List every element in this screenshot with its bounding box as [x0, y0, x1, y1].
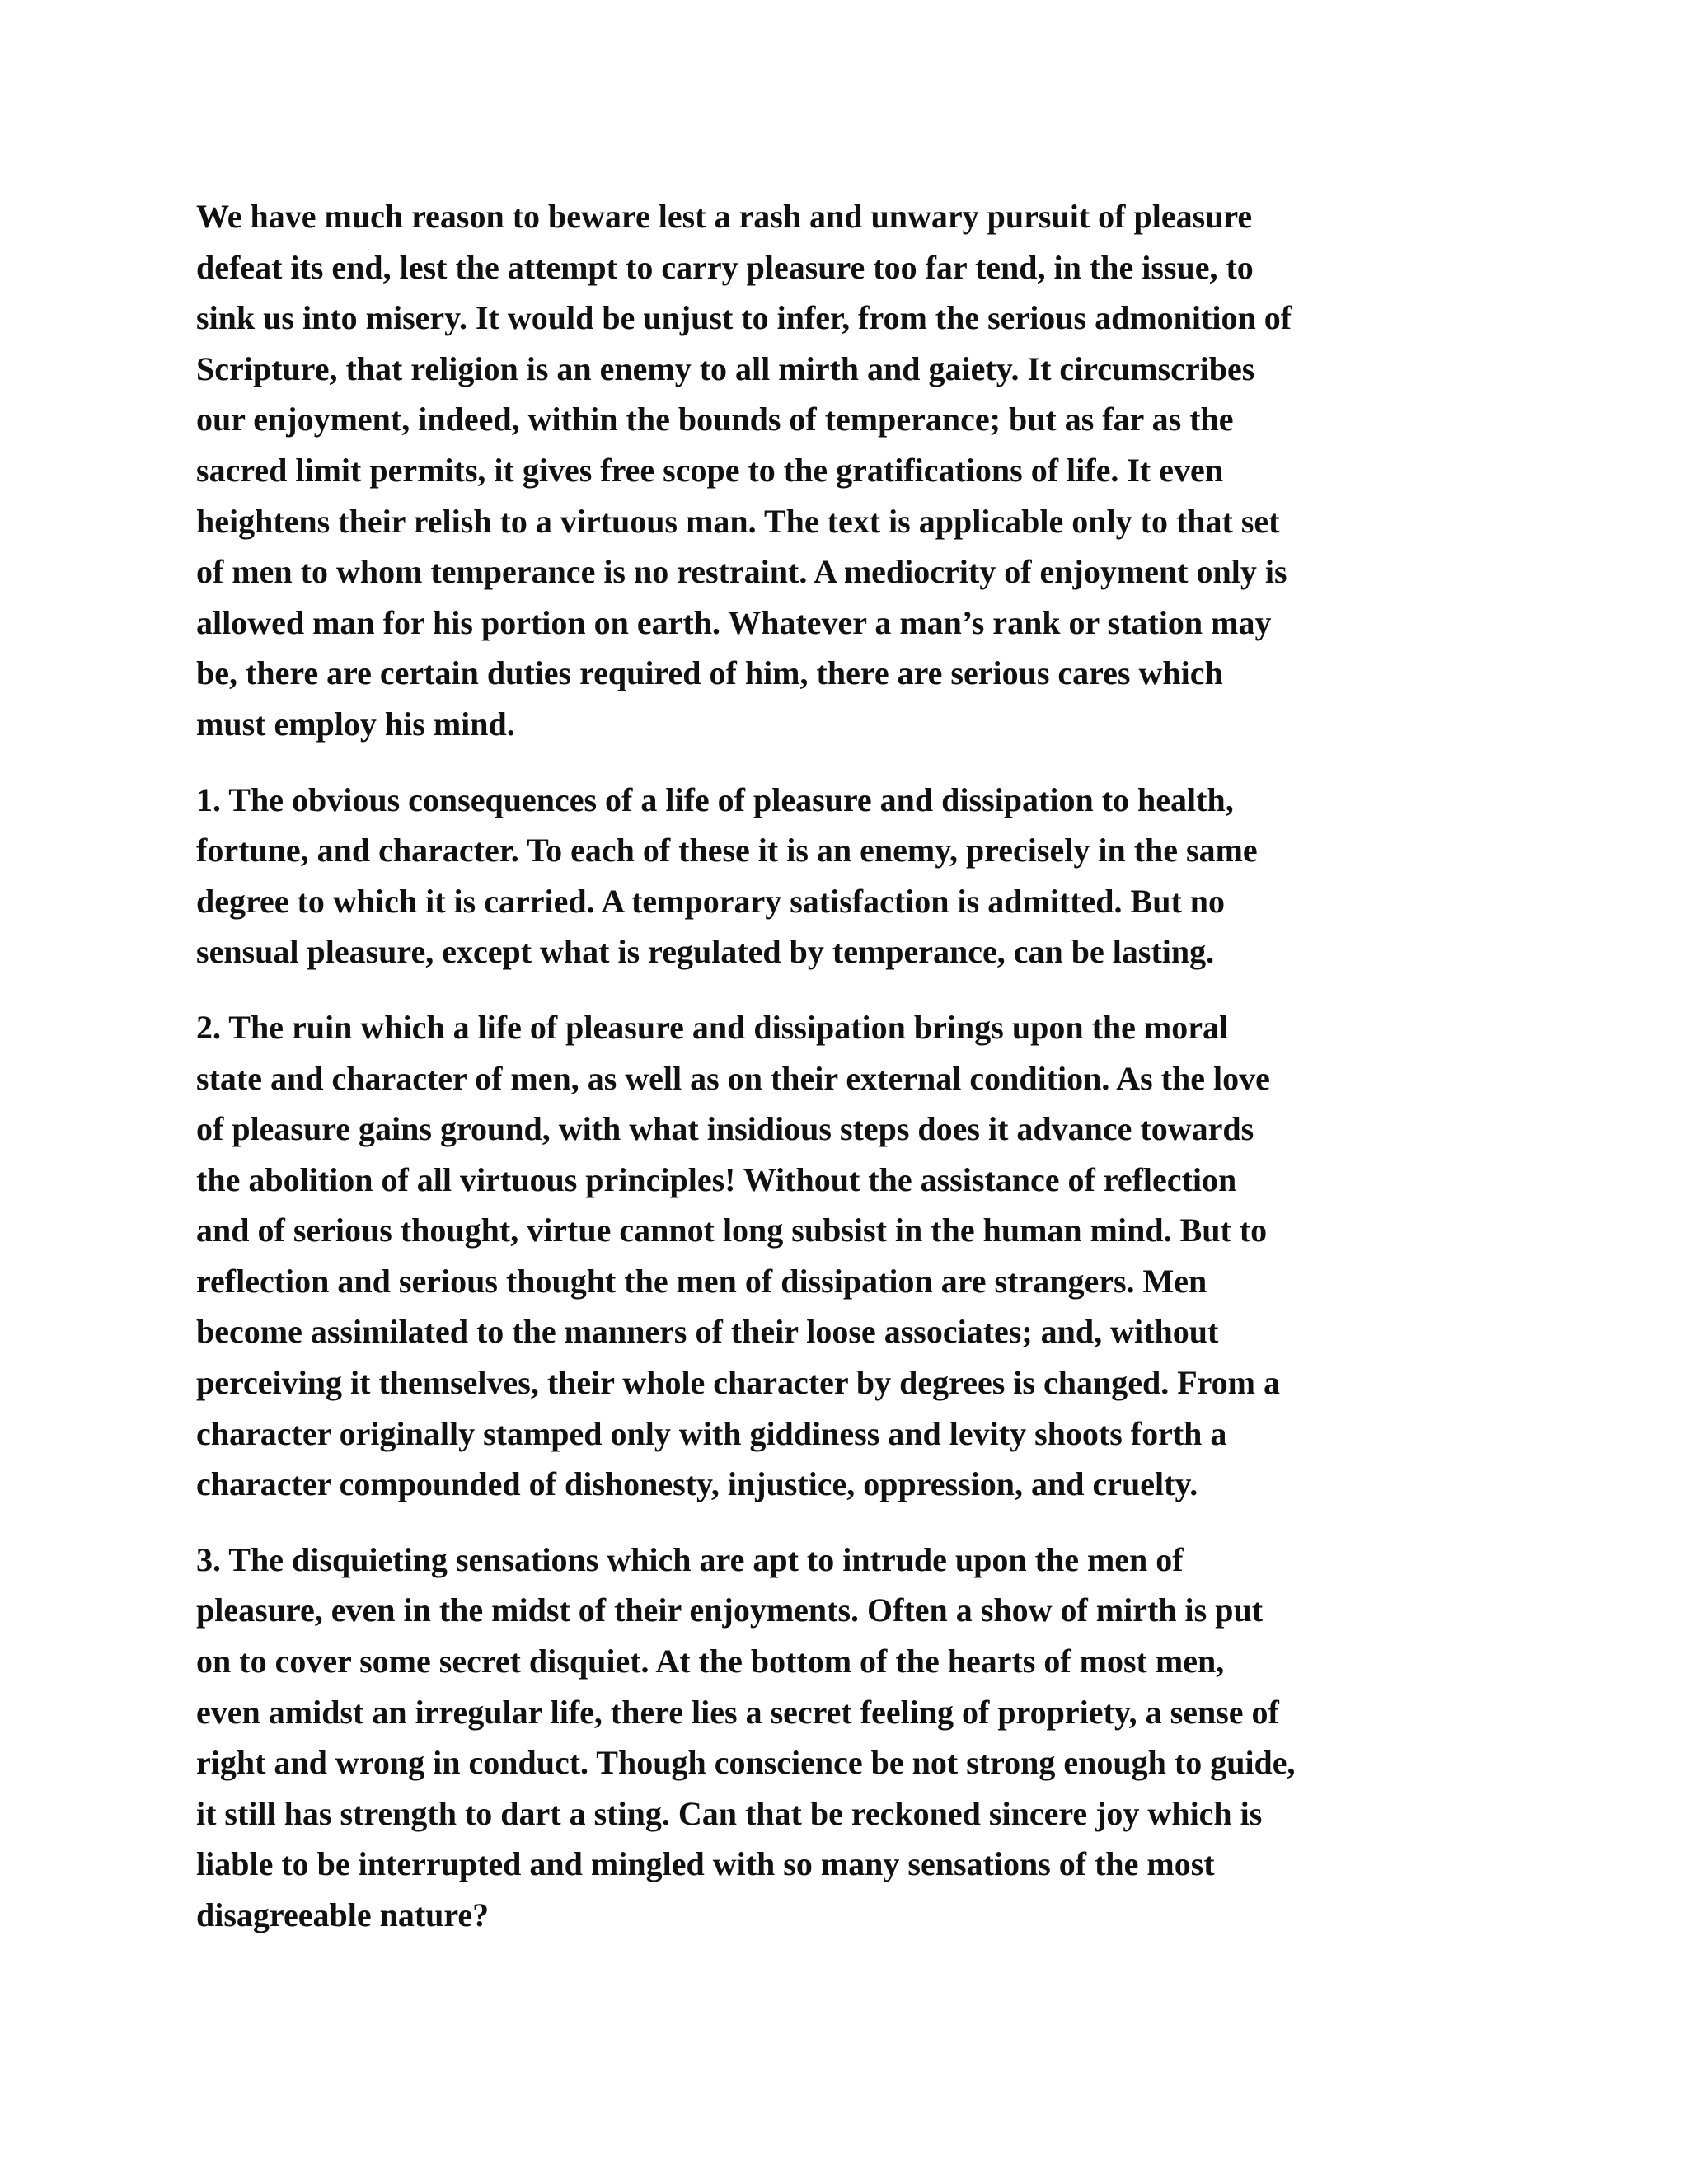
text-line: and of serious thought, virtue cannot long subsist in the human mind. But to: [196, 1212, 1268, 1249]
text-line: perceiving it themselves, their whole character by degrees is changed. From a: [196, 1364, 1280, 1402]
text-line: defeat its end, lest the attempt to carry pleasure too far tend, in the issue, to: [196, 248, 1254, 286]
paragraph-point-1: [196, 775, 1515, 977]
text-line: 2. The ruin which a life of pleasure and dissipation brings upon the moral: [196, 1008, 1229, 1046]
text-line: on to cover some secret disquiet. At the bottom of the hearts of most men,: [196, 1643, 1225, 1680]
text-line: of men to whom temperance is no restraint. A mediocrity of enjoyment only is: [196, 553, 1287, 591]
text-line: heightens their relish to a virtuous man. The text is applicable only to that set: [196, 502, 1280, 540]
text-line: 3. The disquieting sensations which are apt to intrude upon the men of: [196, 1540, 1184, 1578]
text-line: liable to be interrupted and mingled with so many sensations of the most: [196, 1845, 1215, 1883]
text-line: character originally stamped only with giddiness and levity shoots forth a: [196, 1414, 1227, 1452]
text-line: sensual pleasure, except what is regulated by temperance, can be lasting.: [196, 933, 1215, 971]
paragraph-point-2: [196, 1002, 1515, 1510]
document-page: [196, 191, 1515, 1966]
paragraph-intro: [196, 191, 1515, 750]
text-line: right and wrong in conduct. Though conscience be not strong enough to guide,: [196, 1744, 1296, 1782]
text-line: degree to which it is carried. A temporary satisfaction is admitted. But no: [196, 882, 1226, 920]
paragraph-point-3: [196, 1535, 1515, 1941]
text-line: Scripture, that religion is an enemy to all mirth and gaiety. It circumscribes: [196, 349, 1255, 387]
text-line: it still has strength to dart a sting. Can that be reckoned sincere joy which is: [196, 1794, 1263, 1832]
text-line: of pleasure gains ground, with what insidious steps does it advance towards: [196, 1110, 1254, 1148]
text-line: 1. The obvious consequences of a life of pleasure and dissipation to health,: [196, 780, 1234, 818]
text-line: be, there are certain duties required of him, there are serious cares which: [196, 654, 1223, 692]
text-line: sink us into misery. It would be unjust to infer, from the serious admonition of: [196, 299, 1292, 337]
text-line: sacred limit permits, it gives free scope to the gratifications of life. It even: [196, 451, 1223, 489]
text-line: disagreeable nature?: [196, 1896, 490, 1933]
text-line: allowed man for his portion on earth. Whatever a man’s rank or station may: [196, 603, 1272, 641]
text-line: fortune, and character. To each of these it is an enemy, precisely in the same: [196, 832, 1258, 869]
text-line: pleasure, even in the midst of their enjoyments. Often a show of mirth is put: [196, 1591, 1264, 1629]
text-line: even amidst an irregular life, there lies a secret feeling of propriety, a sense of: [196, 1693, 1279, 1731]
text-line: We have much reason to beware lest a rash and unwary pursuit of pleasure: [196, 198, 1253, 235]
text-line: must employ his mind.: [196, 705, 515, 743]
text-line: state and character of men, as well as on their external condition. As the love: [196, 1059, 1270, 1097]
text-line: reflection and serious thought the men of dissipation are strangers. Men: [196, 1262, 1207, 1300]
text-line: the abolition of all virtuous principles! Without the assistance of reflection: [196, 1160, 1237, 1198]
text-line: become assimilated to the manners of their loose associates; and, without: [196, 1313, 1219, 1351]
text-line: character compounded of dishonesty, injustice, oppression, and cruelty.: [196, 1465, 1198, 1503]
text-line: our enjoyment, indeed, within the bounds of temperance; but as far as the: [196, 401, 1234, 438]
